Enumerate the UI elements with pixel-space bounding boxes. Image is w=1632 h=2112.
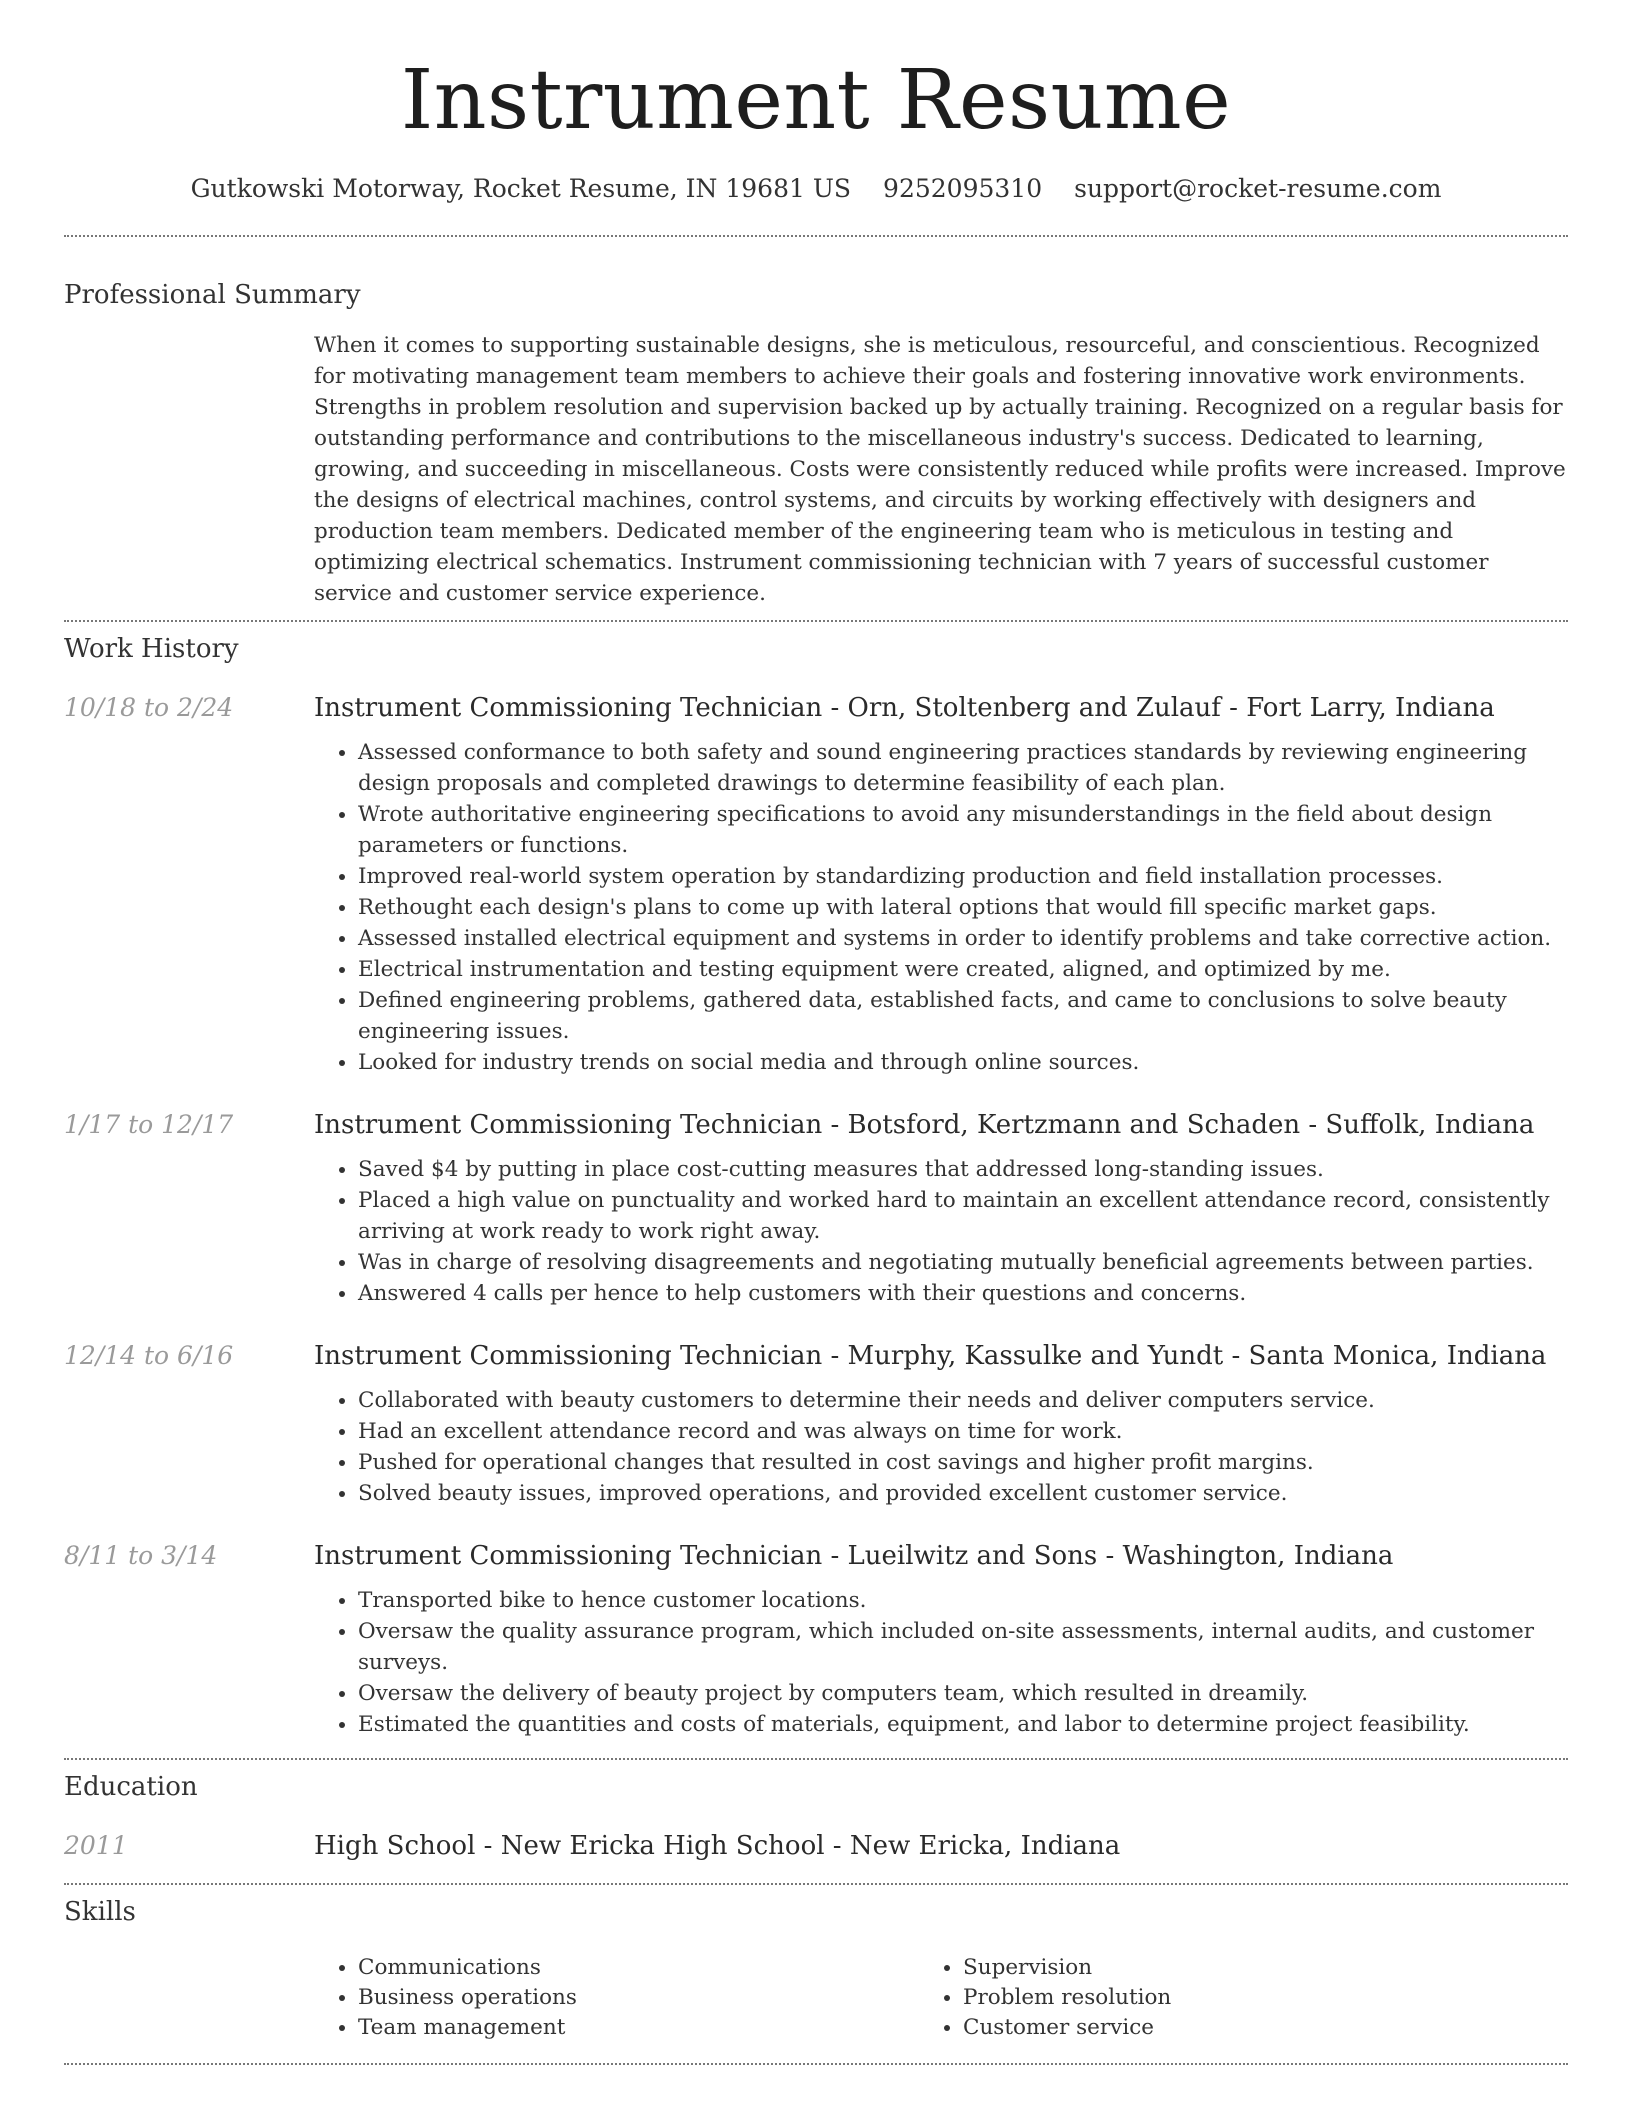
job-title: Instrument Commissioning Technician - Lueilwitz and Sons - Washington, Indiana [314, 1541, 1394, 1571]
job-bullets [358, 1585, 1568, 1740]
job-bullet: • Collaborated with beauty customers to determine their needs and deliver computers service. [358, 1385, 1568, 1416]
job-bullet: • Saved $4 by putting in place cost-cutting measures that addressed long-standing issues. [358, 1154, 1568, 1185]
job-bullet: • Placed a high value on punctuality and worked hard to maintain an excellent attendance record, consistently arriving at work ready to work right away. [358, 1185, 1568, 1247]
job-bullet: • Defined engineering problems, gathered data, established facts, and came to conclusions to solve beauty engineering issues. [358, 985, 1568, 1047]
job-bullet: • Solved beauty issues, improved operations, and provided excellent customer service. [358, 1478, 1568, 1509]
job-header [64, 1339, 1568, 1373]
divider [64, 1758, 1568, 1760]
education-heading: Education [64, 1772, 198, 1802]
job-bullets [358, 1385, 1568, 1509]
job-bullet: • Pushed for operational changes that resulted in cost savings and higher profit margins. [358, 1447, 1568, 1478]
job-bullet: • Oversaw the delivery of beauty project by computers team, which resulted in dreamily. [358, 1678, 1568, 1709]
education-year: 2011 [64, 1831, 128, 1860]
skill-item: • Communications [358, 1953, 963, 1983]
job-bullet: • Wrote authoritative engineering specifications to avoid any misunderstandings in the field about design parameters or functions. [358, 799, 1568, 861]
job-bullet: • Assessed conformance to both safety and sound engineering practices standards by reviewing engineering design proposals and completed drawings to determine feasibility of each plan. [358, 737, 1568, 799]
skills-list [358, 1953, 1568, 2043]
job-entry [64, 691, 1568, 1078]
job-bullet: • Assessed installed electrical equipment and systems in order to identify problems and take corrective action. [358, 923, 1568, 954]
skills-heading: Skills [64, 1897, 136, 1927]
skills-column-left [358, 1953, 963, 2043]
job-dates: 8/11 to 3/14 [64, 1541, 218, 1570]
summary-heading: Professional Summary [64, 280, 361, 310]
job-dates: 10/18 to 2/24 [64, 693, 234, 722]
job-bullet: • Transported bike to hence customer locations. [358, 1585, 1568, 1616]
divider [64, 1883, 1568, 1885]
summary-text: When it comes to supporting sustainable designs, she is meticulous, resourceful, and conscientious. Recognized for motivating management team members to achieve their goals and fostering innovative work environments. Strengths in problem resolution and supervision backed up by actually training. Recognized on a regular basis for outstanding performance and contributions to the miscellaneous industry's success. Dedicated to learning, growing, and succeeding in miscellaneous. Costs were consistently reduced while profits were increased. Improve the designs of electrical machines, control systems, and circuits by working effectively with designers and production team members. Dedicated member of the engineering team who is meticulous in testing and optimizing electrical schematics. Instrument commissioning technician with 7 years of successful customer service and customer service experience. [314, 333, 1566, 606]
divider [64, 235, 1568, 237]
job-entry [64, 1339, 1568, 1509]
skill-item: • Problem resolution [963, 1983, 1568, 2013]
education-entry [64, 1829, 1568, 1863]
job-header [64, 1539, 1568, 1573]
job-bullet: • Was in charge of resolving disagreements and negotiating mutually beneficial agreements between parties. [358, 1247, 1568, 1278]
job-bullet: • Looked for industry trends on social media and through online sources. [358, 1047, 1568, 1078]
skill-item: • Customer service [963, 2013, 1568, 2043]
education-detail: High School - New Ericka High School - New Ericka, Indiana [314, 1831, 1121, 1861]
job-bullet: • Rethought each design's plans to come up with lateral options that would fill specific market gaps. [358, 892, 1568, 923]
divider [64, 2063, 1568, 2065]
job-title: Instrument Commissioning Technician - Murphy, Kassulke and Yundt - Santa Monica, Indiana [314, 1341, 1547, 1371]
job-bullet: • Oversaw the quality assurance program, which included on-site assessments, internal audits, and customer surveys. [358, 1616, 1568, 1678]
job-entry [64, 1108, 1568, 1309]
contact-line [64, 172, 1568, 206]
contact-phone: 9252095310 [883, 174, 1043, 203]
job-header [64, 691, 1568, 725]
job-dates: 1/17 to 12/17 [64, 1110, 234, 1139]
job-bullet: • Had an excellent attendance record and was always on time for work. [358, 1416, 1568, 1447]
job-entry [64, 1539, 1568, 1740]
work-history-heading: Work History [64, 634, 239, 664]
job-bullets [358, 1154, 1568, 1309]
job-bullets [358, 737, 1568, 1078]
job-bullet: • Improved real-world system operation by standardizing production and field installation processes. [358, 861, 1568, 892]
job-bullet: • Electrical instrumentation and testing equipment were created, aligned, and optimized by me. [358, 954, 1568, 985]
job-dates: 12/14 to 6/16 [64, 1341, 234, 1370]
job-bullet: • Estimated the quantities and costs of materials, equipment, and labor to determine project feasibility. [358, 1709, 1568, 1740]
skill-item: • Business operations [358, 1983, 963, 2013]
contact-email: support@rocket-resume.com [1074, 174, 1442, 203]
contact-address: Gutkowski Motorway, Rocket Resume, IN 19681 US [190, 174, 852, 203]
job-header [64, 1108, 1568, 1142]
divider [64, 620, 1568, 622]
job-bullet: • Answered 4 calls per hence to help customers with their questions and concerns. [358, 1278, 1568, 1309]
job-title: Instrument Commissioning Technician - Orn, Stoltenberg and Zulauf - Fort Larry, Indiana [314, 693, 1495, 723]
skill-item: • Supervision [963, 1953, 1568, 1983]
resume-title: Instrument Resume [400, 53, 1232, 148]
skills-column-right [963, 1953, 1568, 2043]
skill-item: • Team management [358, 2013, 963, 2043]
job-title: Instrument Commissioning Technician - Botsford, Kertzmann and Schaden - Suffolk, Indiana [314, 1110, 1535, 1140]
